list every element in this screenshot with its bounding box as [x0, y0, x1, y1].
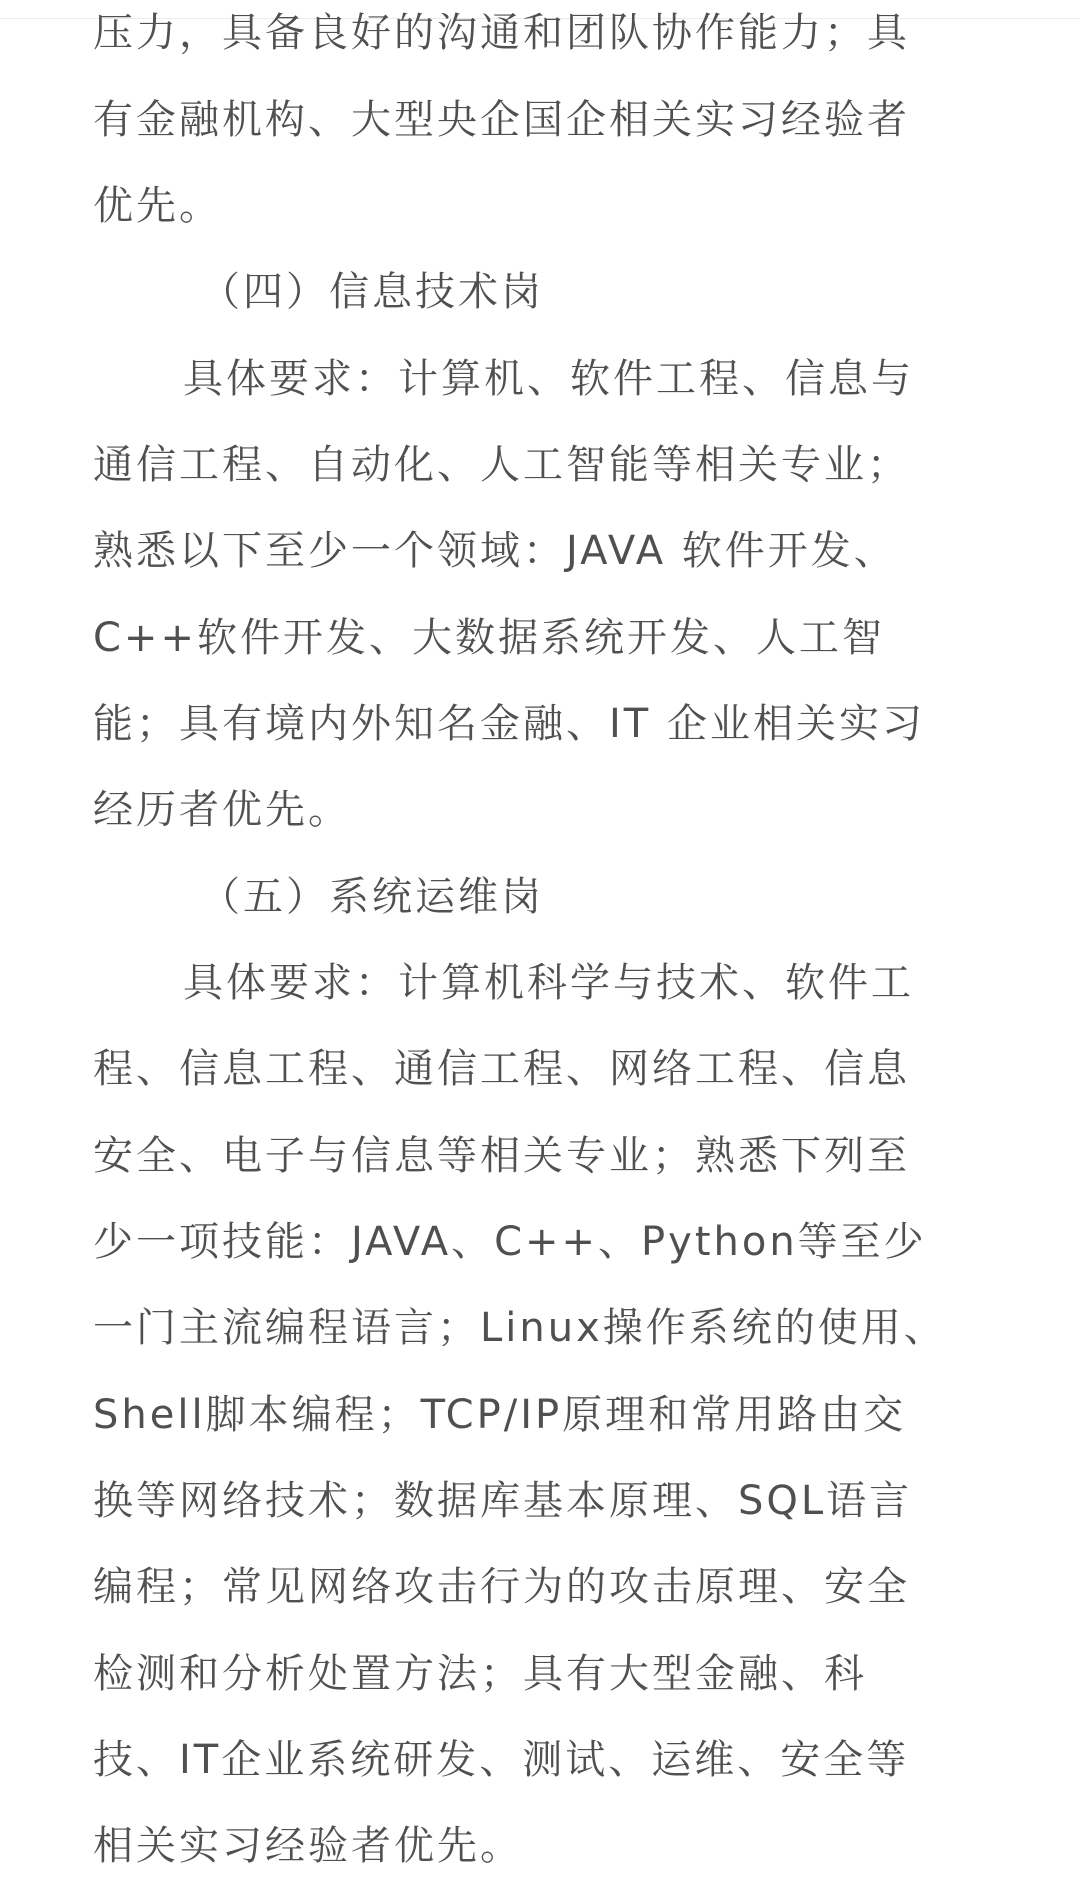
- text-line: 能；具有境内外知名金融、IT 企业相关实习: [93, 701, 925, 747]
- text-line: C++软件开发、大数据系统开发、人工智: [93, 615, 885, 661]
- text-line: 熟悉以下至少一个领域：JAVA 软件开发、: [93, 528, 897, 574]
- text-line: 安全、电子与信息等相关专业；熟悉下列至: [93, 1133, 910, 1179]
- text-line: 具体要求：计算机科学与技术、软件工: [183, 960, 914, 1006]
- text-line: 一门主流编程语言；Linux操作系统的使用、: [93, 1305, 947, 1351]
- text-line: 编程；常见网络攻击行为的攻击原理、安全: [93, 1564, 910, 1610]
- text-line: 具体要求：计算机、软件工程、信息与: [183, 356, 914, 402]
- text-line: 有金融机构、大型央企国企相关实习经验者: [93, 97, 910, 143]
- text-line: 换等网络技术；数据库基本原理、SQL语言: [93, 1478, 913, 1524]
- text-line: 相关实习经验者优先。: [93, 1823, 523, 1869]
- text-line: Shell脚本编程；TCP/IP原理和常用路由交: [93, 1392, 907, 1438]
- text-line: 程、信息工程、通信工程、网络工程、信息: [93, 1046, 910, 1092]
- text-line: 优先。: [93, 183, 222, 229]
- text-line: 压力，具备良好的沟通和团队协作能力；具: [93, 10, 910, 56]
- text-line: 通信工程、自动化、人工智能等相关专业；: [93, 442, 910, 488]
- section-heading-ops: （五）系统运维岗: [200, 874, 544, 920]
- section-heading-it: （四）信息技术岗: [200, 269, 544, 315]
- text-line: 经历者优先。: [93, 787, 351, 833]
- text-line: 技、IT企业系统研发、测试、运维、安全等: [93, 1737, 910, 1783]
- text-line: 少一项技能：JAVA、C++、Python等至少: [93, 1219, 927, 1265]
- text-line: 检测和分析处置方法；具有大型金融、科: [93, 1651, 867, 1697]
